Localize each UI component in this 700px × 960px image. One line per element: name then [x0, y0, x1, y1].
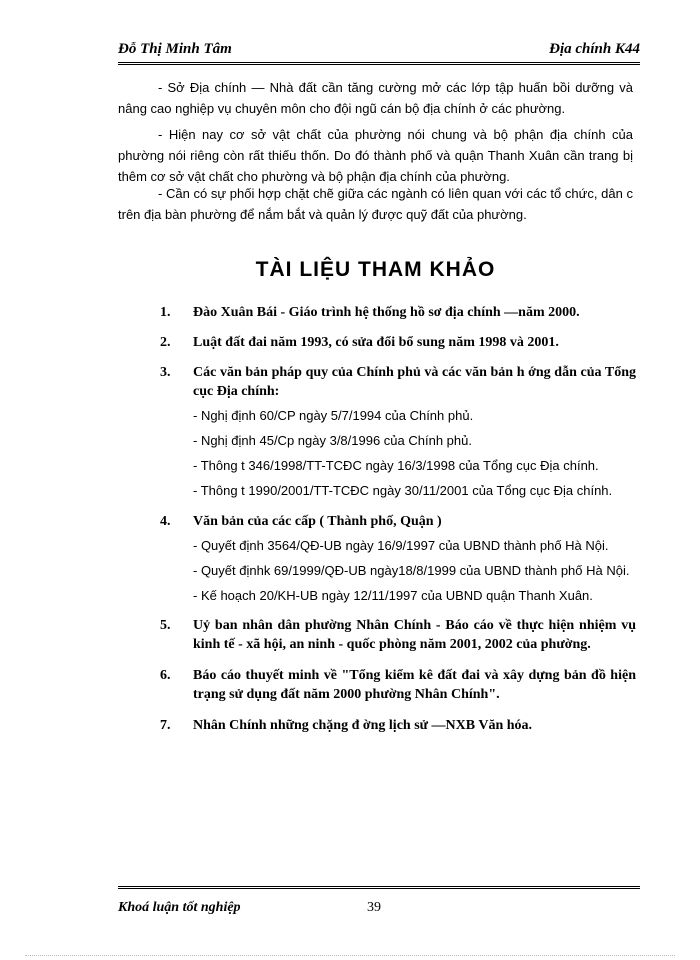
reference-text: Nhân Chính những chặng đ ờng lịch sử —NXB Văn hóa. [193, 718, 533, 733]
page-number: 39 [367, 900, 381, 915]
reference-item [160, 303, 636, 322]
reference-subitem: - Thông t 1990/2001/TT-TCĐC ngày 30/11/2001 của Tổng cục Địa chính. [193, 483, 613, 498]
reference-text: Uỷ ban nhân dân phường Nhân Chính - Báo cáo về thực hiện nhiệm vụ kinh tế - xã hội, an ninh - quốc phòng năm 2001, 2002 của phường. [193, 618, 636, 652]
footer-label: Khoá luận tốt nghiệp [118, 900, 241, 915]
header-author: Đỗ Thị Minh Tâm [118, 41, 232, 57]
reference-subitem: - Nghị định 45/Cp ngày 3/8/1996 của Chính phủ. [193, 433, 472, 448]
paragraph [118, 77, 633, 119]
paragraph-text: - Sở Địa chính — Nhà đất cần tăng cường mở các lớp tập huấn bồi dưỡng và nâng cao nghiệp vụ chuyên môn cho đội ngũ cán bộ địa chính ở các phường. [118, 80, 633, 116]
reference-item [160, 363, 636, 401]
reference-list [160, 303, 636, 735]
header-rule [118, 62, 640, 68]
footer-rule [118, 886, 640, 892]
reference-text: Các văn bản pháp quy của Chính phủ và các văn bản h ớng dẫn của Tổng cục Địa chính: [193, 365, 636, 399]
references-title: TÀI LIỆU THAM KHẢO [255, 258, 496, 281]
reference-text: Đào Xuân Bái - Giáo trình hệ thống hồ sơ địa chính —năm 2000. [193, 305, 580, 320]
reference-text: Văn bản của các cấp ( Thành phố, Quận ) [193, 514, 442, 529]
reference-subitem: - Thông t 346/1998/TT-TCĐC ngày 16/3/1998 của Tổng cục Địa chính. [193, 458, 599, 473]
page-edge-line [25, 955, 675, 956]
reference-item [160, 716, 636, 735]
header-course: Địa chính K44 [549, 41, 640, 57]
reference-item [160, 616, 636, 654]
reference-item [160, 512, 636, 531]
reference-number: 3. [160, 365, 171, 380]
reference-subitem: - Quyết địnhk 69/1999/QĐ-UB ngày18/8/1999 của UBND thành phố Hà Nội. [193, 563, 630, 578]
reference-item [160, 333, 636, 352]
reference-text: Báo cáo thuyết minh về "Tổng kiểm kê đất đai và xây dựng bản đồ hiện trạng sử dụng đất năm 2000 phường Nhân Chính". [193, 668, 636, 702]
reference-number: 7. [160, 718, 171, 733]
paragraph [118, 183, 633, 225]
reference-number: 6. [160, 668, 171, 683]
reference-subitem: - Quyết định 3564/QĐ-UB ngày 16/9/1997 của UBND thành phố Hà Nội. [193, 538, 609, 553]
paragraph-text: - Hiện nay cơ sở vật chất của phường nói chung và bộ phận địa chính của phường nói riêng còn rất thiếu thốn. Do đó thành phố và quận Thanh Xuân cần trang bị thêm cơ sở vật chất cho phường và bộ phận địa chính của phường. [118, 127, 633, 184]
reference-number: 2. [160, 335, 171, 350]
reference-text: Luật đất đai năm 1993, có sửa đổi bổ sung năm 1998 và 2001. [193, 335, 559, 350]
reference-subitem: - Nghị định 60/CP ngày 5/7/1994 của Chính phủ. [193, 408, 474, 423]
page-header [118, 37, 640, 61]
reference-number: 1. [160, 305, 171, 320]
reference-subitem: - Kế hoạch 20/KH-UB ngày 12/11/1997 của UBND quận Thanh Xuân. [193, 588, 593, 603]
reference-item [160, 666, 636, 704]
paragraph [118, 124, 633, 187]
reference-number: 5. [160, 618, 171, 633]
paragraph-text: - Cần có sự phối hợp chặt chẽ giữa các ngành có liên quan với các tổ chức, dân c trên địa bàn phường để nắm bắt và quản lý được quỹ đất của phường. [118, 186, 633, 222]
reference-number: 4. [160, 514, 171, 529]
